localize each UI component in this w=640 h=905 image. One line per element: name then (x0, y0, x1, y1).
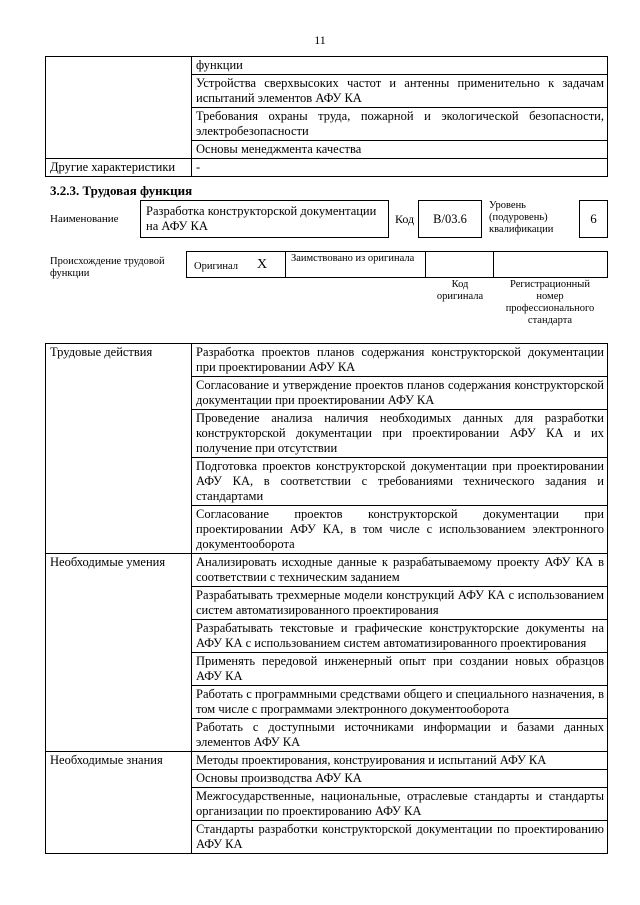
cell-text: Работать с программными средствами общего и специального назначения, в том числе с программами электронного документооборота (192, 686, 608, 719)
page-number: 11 (314, 33, 326, 47)
cell-text: Требования охраны труда, пожарной и экологической безопасности, электробезопасности (192, 108, 608, 141)
cell-text: Применять передовой инженерный опыт при создании новых образцов АФУ КА (192, 653, 608, 686)
cell-text: Согласование и утверждение проектов планов содержания конструкторской документации при проектировании АФУ КА (192, 377, 608, 410)
cell-text: Согласование проектов конструкторской документации при проектировании АФУ КА, в том числе с использованием электронного документооборота (192, 506, 608, 554)
original-label: Оригинал (194, 261, 238, 272)
borrowed-label: Заимствовано из оригинала (291, 253, 415, 264)
cell-text: Работать с доступными источниками информации и базами данных элементов АФУ КА (192, 719, 608, 752)
cell-text: Основы производства АФУ КА (192, 770, 608, 788)
cell-text: Разрабатывать текстовые и графические конструкторские документы на АФУ КА с использованием систем автоматизированного проектирования (192, 620, 608, 653)
cell-text: функции (192, 57, 608, 75)
origin-label: Происхождение трудовой функции (50, 256, 165, 279)
row-label: Необходимые умения (46, 554, 192, 752)
cell-text: Разработка проектов планов содержания конструкторской документации при проектировании АФУ КА (192, 344, 608, 377)
reg-caption: Регистрационный номер профессионального стандарта (505, 279, 595, 326)
table-row (46, 344, 608, 377)
name-value: Разработка конструкторской документации на АФУ КА (140, 200, 389, 238)
name-label: Наименование (50, 213, 119, 225)
cell-text: Межгосударственные, национальные, отраслевые стандарты и стандарты организации по проектированию АФУ КА (192, 788, 608, 821)
cell-text: - (192, 159, 608, 177)
cell-text: Подготовка проектов конструкторской документации при проектировании АФУ КА, в соответствии с требованиями технического задания и стандартами (192, 458, 608, 506)
row-label (46, 57, 192, 159)
code-label: Код (395, 212, 415, 226)
top-table (45, 56, 608, 177)
cell-text: Анализировать исходные данные к разрабатываемому проекту АФУ КА в соответствии с техническим заданием (192, 554, 608, 587)
table-row (46, 752, 608, 770)
level-value: 6 (579, 200, 608, 238)
section-heading: 3.2.3. Трудовая функция (50, 183, 193, 198)
main-table (45, 343, 608, 854)
cell-text: Основы менеджмента качества (192, 141, 608, 159)
cell-text: Методы проектирования, конструирования и испытаний АФУ КА (192, 752, 608, 770)
table-row (46, 159, 608, 177)
row-label: Трудовые действия (46, 344, 192, 554)
code-value: B/03.6 (418, 200, 482, 238)
level-label: Уровень (подуровень) квалификации (489, 200, 554, 235)
cell-text: Устройства сверхвысоких частот и антенны применительно к задачам испытаний элементов АФУ КА (192, 75, 608, 108)
cell-text: Разрабатывать трехмерные модели конструкций АФУ КА с использованием систем автоматизированного проектирования (192, 587, 608, 620)
original-mark: X (257, 257, 268, 272)
cell-text: Стандарты разработки конструкторской документации по проектированию АФУ КА (192, 821, 608, 854)
row-label: Необходимые знания (46, 752, 192, 854)
row-label: Другие характеристики (46, 159, 192, 177)
table-row (46, 57, 608, 75)
code-caption: Код оригинала (436, 279, 484, 302)
cell-text: Проведение анализа наличия необходимых данных для разработки конструкторской документации при проектировании АФУ КА и их получение при отсутствии (192, 410, 608, 458)
origin-row (186, 251, 608, 278)
table-row (46, 554, 608, 587)
